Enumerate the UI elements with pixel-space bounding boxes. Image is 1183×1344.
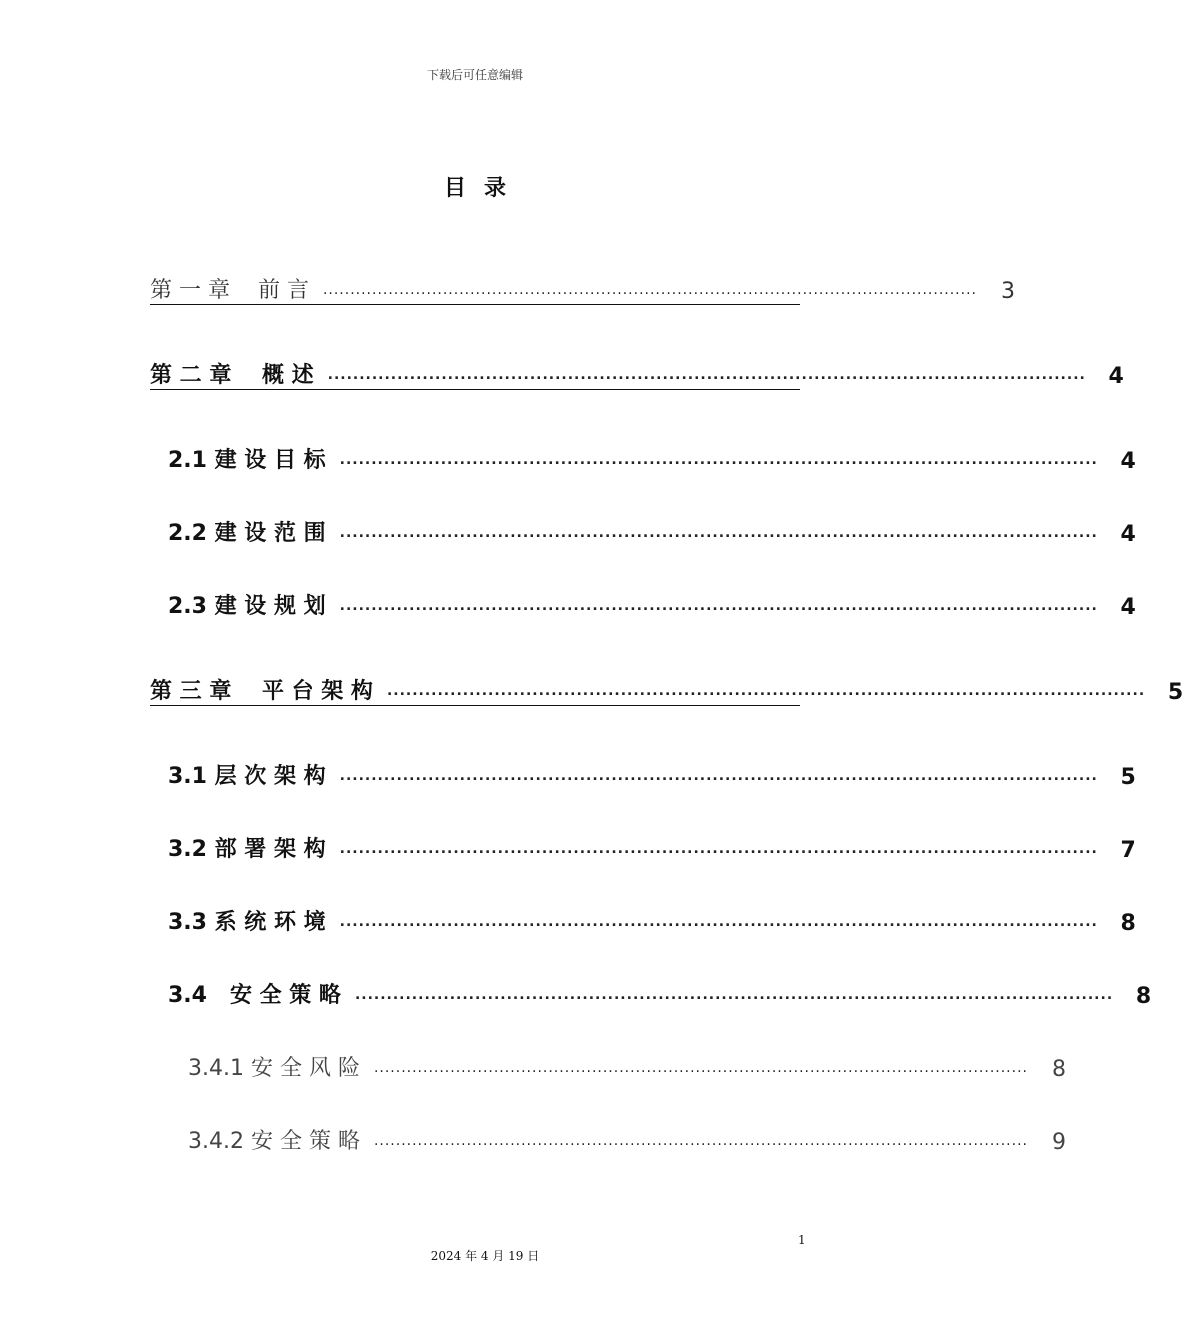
toc-title: 目录 — [443, 176, 524, 201]
toc-entry-chapter-3[interactable] — [150, 675, 1183, 706]
toc-leader-dots: ........................................................................................................................ — [327, 367, 1086, 383]
toc-leader-dots: ........................................................................................................................ — [339, 598, 1098, 614]
toc-entry-page: 4 — [1108, 364, 1124, 389]
toc-entry-page: 7 — [1120, 838, 1136, 863]
toc-entry-label: 3.1 层 次 架 构 — [168, 764, 326, 789]
toc-entry-label: 3.4.1 安 全 风 险 — [188, 1056, 360, 1081]
toc-entry-3-2[interactable] — [168, 833, 1136, 863]
toc-entry-chapter-2[interactable] — [150, 359, 1124, 390]
toc-entry-label: 2.3 建 设 规 划 — [168, 594, 326, 619]
page-number: 1 — [798, 1233, 806, 1247]
toc-leader-dots: ........................................................................................................................ — [373, 1060, 1028, 1076]
toc-entry-2-3[interactable] — [168, 590, 1136, 620]
toc-entry-label: 3.3 系 统 环 境 — [168, 910, 326, 935]
toc-entry-2-2[interactable] — [168, 517, 1136, 547]
toc-leader-dots: ........................................................................................................................ — [386, 683, 1146, 699]
footer-date: 2024 年 4 月 19 日 — [430, 1249, 540, 1263]
toc-entry-page: 8 — [1051, 1057, 1066, 1082]
toc-leader-dots: ........................................................................................................................ — [339, 914, 1098, 930]
toc-entry-label: 第 二 章 概 述 — [150, 363, 314, 388]
toc-entry-3-4[interactable] — [168, 979, 1152, 1009]
toc-entry-page: 9 — [1051, 1130, 1066, 1155]
toc-leader-dots: ........................................................................................................................ — [373, 1133, 1028, 1149]
toc-entry-label: 3.4.2 安 全 策 略 — [188, 1129, 360, 1154]
toc-entry-3-4-2[interactable] — [188, 1125, 1066, 1155]
toc-entry-page: 8 — [1135, 984, 1152, 1009]
page-header: 下载后可任意编辑 — [426, 68, 523, 82]
toc-entry-page: 5 — [1120, 765, 1136, 790]
toc-entry-label: 3.2 部 署 架 构 — [168, 837, 326, 862]
toc-entry-chapter-1[interactable] — [150, 274, 1015, 305]
toc-leader-dots: ........................................................................................................................ — [339, 452, 1098, 468]
toc-entry-label: 第 一 章 前 言 — [150, 278, 309, 303]
toc-entry-2-1[interactable] — [168, 444, 1136, 474]
toc-entry-3-1[interactable] — [168, 760, 1136, 790]
toc-entry-page: 4 — [1120, 449, 1136, 474]
toc-entry-page: 5 — [1167, 680, 1183, 705]
toc-entry-label: 2.2 建 设 范 围 — [168, 521, 326, 546]
toc-leader-dots: ........................................................................................................................ — [339, 525, 1098, 541]
toc-entry-page: 4 — [1120, 595, 1136, 620]
toc-leader-dots: ........................................................................................................................ — [322, 282, 977, 298]
toc-entry-3-3[interactable] — [168, 906, 1136, 936]
toc-leader-dots: ........................................................................................................................ — [339, 768, 1098, 784]
toc-leader-dots: ........................................................................................................................ — [354, 987, 1114, 1003]
toc-entry-page: 3 — [1000, 279, 1015, 304]
toc-entry-3-4-1[interactable] — [188, 1052, 1066, 1082]
toc-entry-label: 2.1 建 设 目 标 — [168, 448, 326, 473]
toc-entry-page: 4 — [1120, 522, 1136, 547]
toc-entry-page: 8 — [1120, 911, 1136, 936]
toc-leader-dots: ........................................................................................................................ — [339, 841, 1098, 857]
toc-entry-label: 第 三 章 平 台 架 构 — [150, 679, 373, 704]
toc-entry-label: 3.4 安 全 策 略 — [168, 983, 341, 1008]
